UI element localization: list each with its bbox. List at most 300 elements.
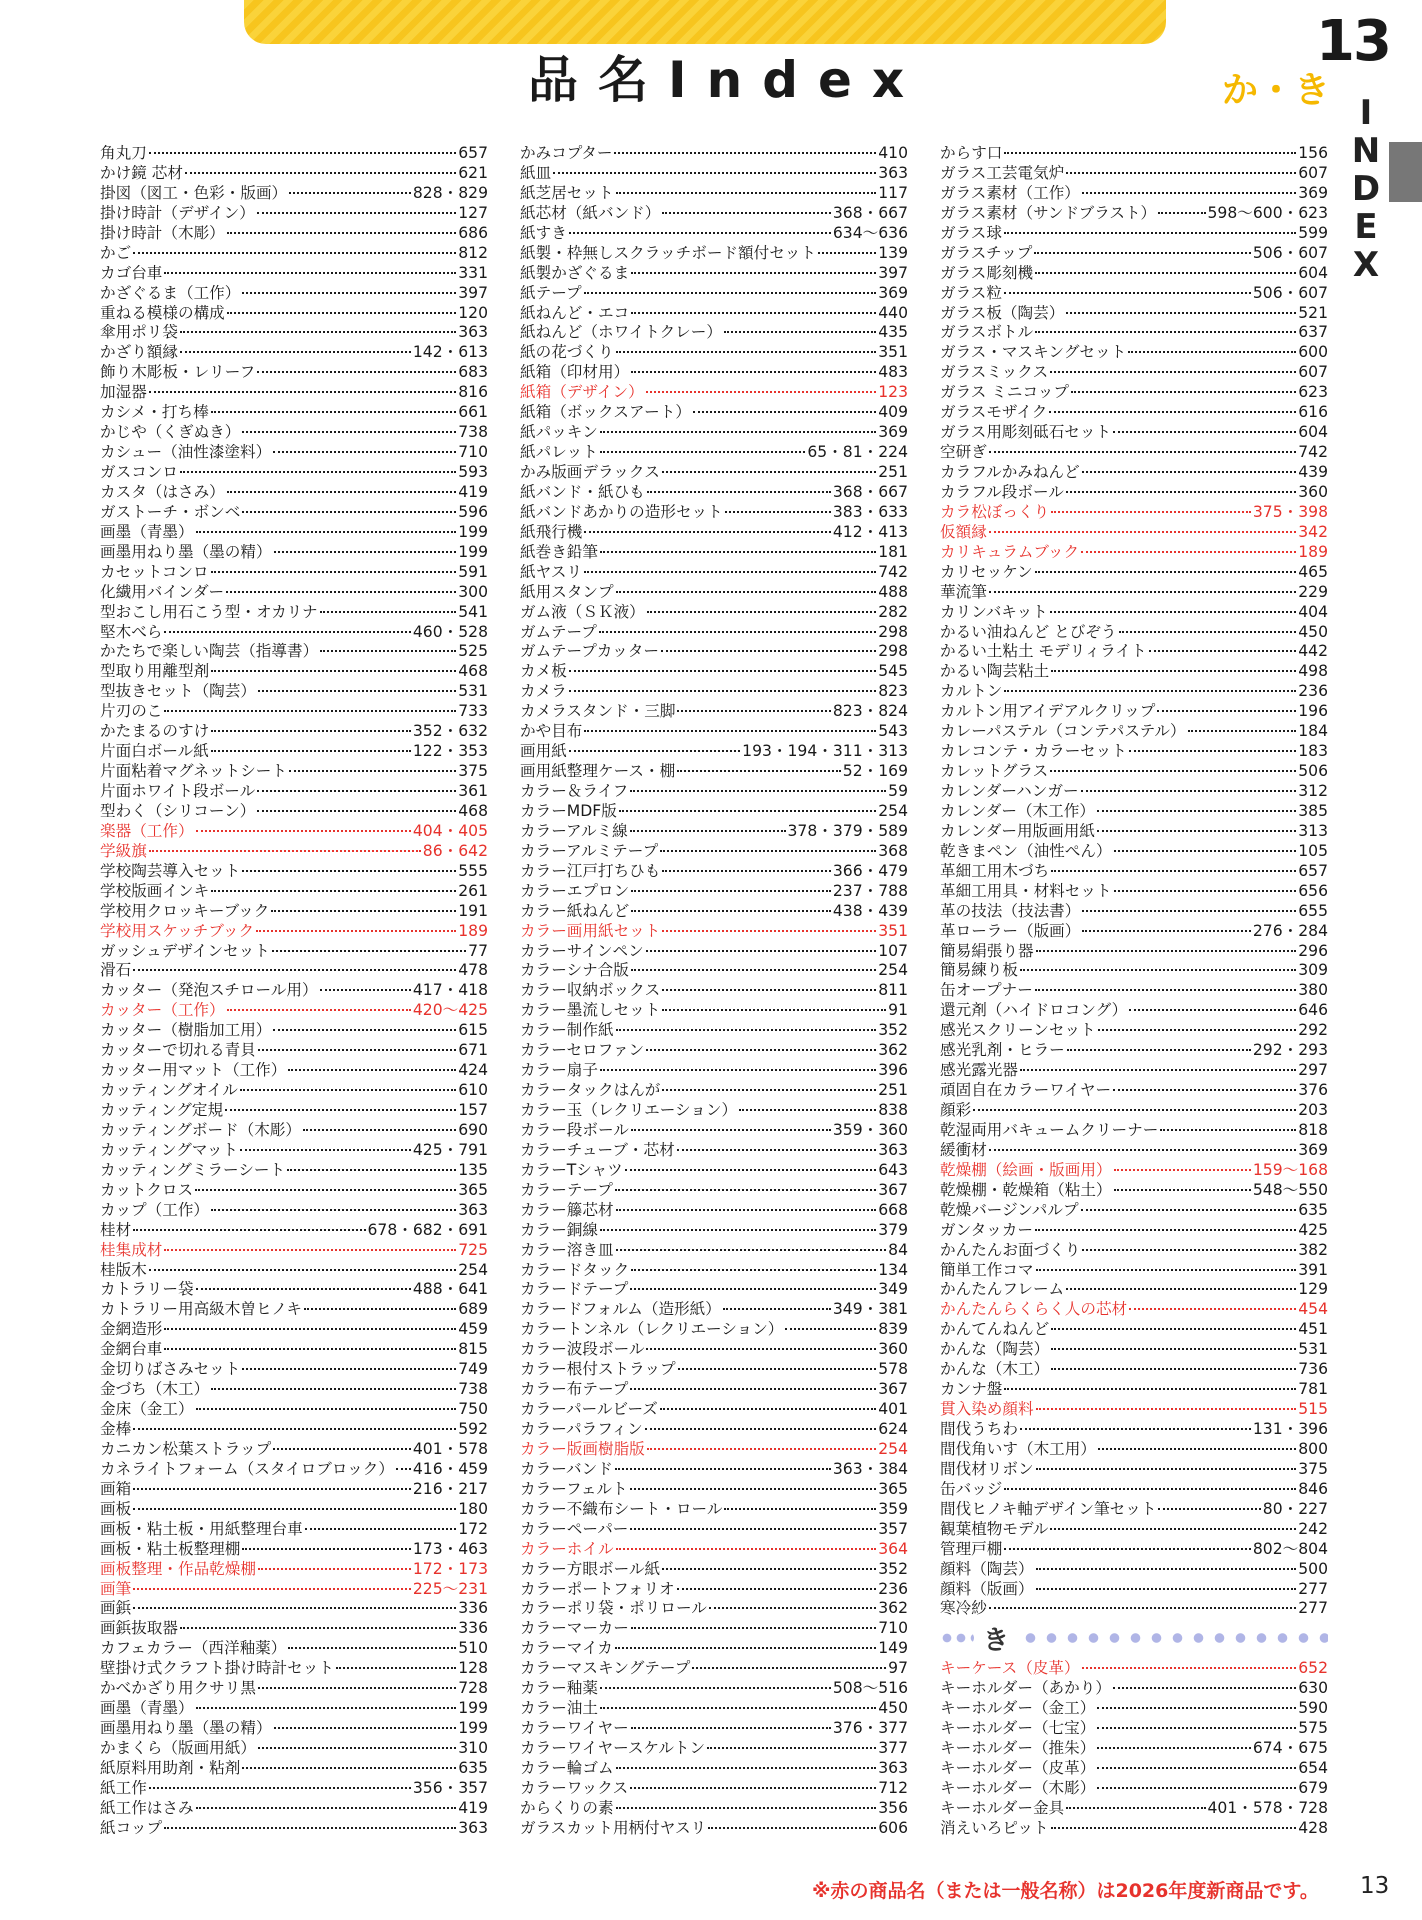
dot-leader: [240, 1148, 411, 1151]
dot-leader: [1004, 689, 1296, 692]
index-entry: [520, 1719, 908, 1739]
dot-leader: [661, 649, 876, 652]
dot-leader: [226, 590, 456, 593]
index-entry: [520, 403, 908, 423]
dot-leader: [569, 231, 831, 234]
index-entry: [100, 543, 488, 563]
index-entry-new: [940, 1659, 1328, 1679]
entry-page: 127: [458, 203, 488, 222]
index-entry: [940, 1500, 1328, 1520]
dot-leader: [1051, 669, 1296, 672]
index-entry: [940, 443, 1328, 463]
entry-page: 802〜804: [1252, 1539, 1328, 1558]
index-entry: [520, 1699, 908, 1719]
entry-name: カラー版画樹脂版: [520, 1439, 645, 1458]
dot-leader: [662, 869, 831, 872]
entry-name: 乾燥棚（絵画・版画用）: [940, 1160, 1112, 1179]
dot-leader: [1066, 311, 1296, 314]
footer-note: ※赤の商品名（または一般名称）は2026年度新商品です。: [812, 1880, 1319, 1902]
index-entry: [940, 403, 1328, 423]
index-entry: [100, 1540, 488, 1560]
entry-page: 382: [1298, 1240, 1328, 1259]
index-entry: [520, 343, 908, 363]
entry-page: 590: [1298, 1699, 1328, 1718]
dot-leader: [989, 1148, 1296, 1151]
index-entry: [520, 523, 908, 543]
entry-page: 635: [458, 1758, 488, 1777]
index-entry: [100, 682, 488, 702]
entry-page: 117: [878, 183, 908, 202]
index-entry: [940, 204, 1328, 224]
entry-page: 616: [1298, 403, 1328, 422]
dot-leader: [1119, 630, 1297, 633]
index-entry: [520, 1161, 908, 1181]
entry-page: 643: [878, 1160, 908, 1179]
entry-name: 片面白ボール紙: [100, 742, 209, 761]
index-entry: [940, 1420, 1328, 1440]
entry-name: 型わく（シリコーン）: [100, 801, 256, 820]
entry-name: カラータックはんが: [520, 1081, 661, 1100]
index-entry: [940, 463, 1328, 483]
dot-leader: [1035, 271, 1296, 274]
index-entry: [520, 1261, 908, 1281]
entry-name: 画筆: [100, 1579, 132, 1598]
index-entry: [520, 1779, 908, 1799]
entry-name: 缶オープナー: [940, 981, 1033, 1000]
entry-page: 451: [1298, 1320, 1328, 1339]
entry-page: 690: [458, 1120, 488, 1139]
entry-page: 610: [458, 1081, 488, 1100]
entry-name: カラー不織布シート・ロール: [520, 1499, 723, 1518]
dot-leader: [1114, 1188, 1251, 1191]
dot-leader: [149, 1786, 411, 1789]
entry-name: 乾きまペン（油性ぺん）: [940, 841, 1112, 860]
entry-name: 片刃のこ: [100, 702, 163, 721]
index-entry: [520, 902, 908, 922]
entry-name: カラーサインペン: [520, 941, 644, 960]
entry-name: 間伐うちわ: [940, 1420, 1018, 1438]
dot-leader: [1081, 789, 1297, 792]
index-entry: [520, 682, 908, 702]
entry-page: 59: [888, 782, 908, 800]
dot-leader: [274, 1726, 457, 1729]
entry-name: カラ松ぼっくり: [940, 502, 1050, 521]
entry-page: 607: [1298, 163, 1328, 182]
index-entry: [940, 1280, 1328, 1300]
index-letter: X: [1352, 245, 1380, 285]
entry-name: 還元剤（ハイドロコング）: [940, 1001, 1128, 1020]
dot-leader: [1066, 1287, 1296, 1290]
dot-leader: [1097, 1786, 1296, 1789]
entry-page: 199: [458, 522, 488, 541]
entry-page: 800: [1298, 1439, 1328, 1458]
index-entry: [520, 363, 908, 383]
section-kana-label: き: [982, 1625, 1009, 1656]
entry-page: 199: [458, 1699, 488, 1718]
entry-name: キーホルダー金具: [940, 1798, 1065, 1817]
entry-name: カラー制作紙: [520, 1021, 614, 1040]
index-entry: [100, 642, 488, 662]
dot-leader: [584, 530, 830, 533]
entry-page: 376・377: [832, 1719, 908, 1738]
index-entry: [940, 742, 1328, 762]
entry-name: カラーワイヤー: [520, 1719, 629, 1738]
dot-leader: [1034, 251, 1251, 254]
entry-page: 725: [458, 1240, 488, 1259]
entry-name: カットクロス: [100, 1180, 194, 1199]
entry-page: 236: [878, 1579, 908, 1598]
index-entry: [100, 343, 488, 363]
index-entry: [520, 1799, 908, 1819]
entry-name: 紙用スタンプ: [520, 582, 614, 601]
entry-name: カラー画用紙セット: [520, 921, 661, 940]
index-entry: [940, 1460, 1328, 1480]
index-entry: [520, 244, 908, 264]
index-entry: [940, 682, 1328, 702]
dot-leader: [615, 1188, 876, 1191]
entry-name: ガラス ミニコップ: [940, 383, 1069, 402]
entry-page: 623: [1298, 383, 1328, 402]
entry-page: 365: [878, 1479, 908, 1498]
entry-page: 157: [458, 1101, 488, 1119]
entry-name: カラフル段ボール: [940, 482, 1064, 501]
entry-name: カッター（樹脂加工用）: [100, 1021, 272, 1040]
entry-page: 203: [1298, 1101, 1328, 1119]
index-entry: [940, 902, 1328, 922]
dot-leader: [258, 1686, 456, 1689]
dot-leader: [630, 1786, 876, 1789]
dot-leader: [600, 1068, 876, 1071]
entry-name: カラーワイヤースケルトン: [520, 1739, 706, 1757]
entry-name: カラートンネル（レクリエーション）: [520, 1320, 784, 1339]
dot-leader: [1082, 929, 1251, 932]
dot-leader: [149, 151, 456, 154]
index-entry: [100, 762, 488, 782]
dot-leader: [1004, 1487, 1296, 1490]
dot-leader: [616, 1208, 877, 1211]
index-entry: [100, 1420, 488, 1440]
entry-name: かるい土粘土 モデリィライト: [940, 642, 1147, 661]
entry-name: カラー玉（レクリエーション）: [520, 1101, 738, 1119]
entry-name: 画鋲抜取器: [100, 1619, 178, 1638]
entry-page: 276・284: [1252, 921, 1328, 940]
dot-leader: [1128, 350, 1296, 353]
entry-page: 630: [1298, 1679, 1328, 1698]
entry-page: 254: [878, 961, 908, 980]
index-entry: [100, 1261, 488, 1281]
entry-page: 359: [878, 1499, 908, 1518]
entry-name: カレーパステル（コンテパステル）: [940, 722, 1186, 741]
index-entry: [940, 822, 1328, 842]
entry-name: 感光乳剤・ヒラー: [940, 1041, 1065, 1060]
index-entry: [520, 1580, 908, 1600]
entry-page: 401: [878, 1400, 908, 1419]
entry-name: カシメ・打ち棒: [100, 403, 209, 422]
dot-leader: [631, 1626, 876, 1629]
index-entry: [520, 184, 908, 204]
entry-page: 396: [878, 1061, 908, 1080]
dot-leader: [242, 869, 456, 872]
dot-leader: [196, 829, 411, 832]
index-entry: [100, 902, 488, 922]
entry-name: 金切りばさみセット: [100, 1360, 241, 1379]
dot-leader: [256, 929, 456, 932]
entry-page: 593: [458, 463, 488, 481]
entry-page: 654: [1298, 1759, 1328, 1778]
dot-leader: [1113, 1088, 1296, 1091]
entry-page: 199: [458, 1719, 488, 1738]
entry-page: 229: [1298, 582, 1328, 601]
dot-leader: [1129, 1307, 1296, 1310]
dot-leader: [600, 1686, 831, 1689]
entry-page: 296: [1298, 941, 1328, 960]
entry-page: 425: [1298, 1220, 1328, 1239]
entry-name: カトラリー用高級木曽ヒノキ: [100, 1300, 302, 1319]
entry-page: 236: [1298, 682, 1328, 701]
index-entry: [940, 1081, 1328, 1101]
dot-leader: [724, 330, 876, 333]
index-entry: [100, 782, 488, 802]
index-entry: [940, 922, 1328, 942]
index-entry: [940, 603, 1328, 623]
entry-name: ガラス板（陶芸）: [940, 303, 1065, 322]
entry-page: 419: [458, 1798, 488, 1817]
entry-name: かんてんねんど: [940, 1320, 1050, 1339]
index-entry: [520, 503, 908, 523]
entry-page: 710: [458, 443, 488, 462]
entry-name: カレットグラス: [940, 762, 1049, 781]
dot-leader: [1081, 550, 1296, 553]
dot-leader: [1051, 1327, 1296, 1330]
entry-name: カラーアルミ線: [520, 821, 628, 840]
dot-leader: [631, 968, 876, 971]
entry-page: 189: [458, 921, 488, 940]
entry-name: 角丸刀: [100, 144, 147, 162]
entry-name: かるい陶芸粘土: [940, 662, 1050, 681]
entry-name: カレンダー用版画用紙: [940, 821, 1095, 840]
entry-name: 紙飛行機: [520, 522, 583, 541]
entry-page: 506: [1298, 762, 1328, 781]
entry-name: 紙ねんど（ホワイトクレー）: [520, 323, 722, 342]
dot-leader: [1004, 151, 1296, 154]
entry-page: 521: [1298, 303, 1328, 322]
dot-leader: [1097, 1726, 1296, 1729]
index-entry: [940, 1719, 1328, 1739]
dot-leader: [646, 390, 877, 393]
index-entry: [940, 722, 1328, 742]
dot-leader: [164, 1327, 456, 1330]
entry-name: カラーMDF版: [520, 801, 617, 820]
entry-page: 686: [458, 223, 488, 242]
entry-page: 621: [458, 163, 488, 182]
entry-name: 華流筆: [940, 582, 987, 601]
entry-name: かじや（くぎぬき）: [100, 423, 241, 442]
entry-page: 356・357: [412, 1778, 488, 1797]
dot-leader: [660, 849, 876, 852]
entry-name: 画鋲: [100, 1599, 132, 1618]
entry-name: 貫入染め顔料: [940, 1400, 1034, 1419]
dot-leader: [196, 1706, 457, 1709]
entry-name: カラー江戸打ちひも: [520, 861, 661, 880]
entry-name: 顔料（版画）: [940, 1579, 1034, 1598]
dot-leader: [133, 1228, 365, 1231]
entry-page: 417・418: [412, 981, 488, 1000]
dot-leader: [1036, 1567, 1297, 1570]
entry-name: カラー段ボール: [520, 1120, 629, 1139]
dot-leader: [616, 1248, 887, 1251]
entry-name: 乾燥バージンパルプ: [940, 1200, 1079, 1219]
entry-page: 367: [878, 1380, 908, 1399]
entry-name: ガラスカット用柄付ヤスリ: [520, 1818, 707, 1837]
dot-leader: [1158, 1507, 1260, 1510]
index-entry: [100, 1081, 488, 1101]
index-entry: [100, 662, 488, 682]
entry-name: 掛け時計（デザイン）: [100, 203, 255, 222]
dot-leader: [600, 450, 806, 453]
entry-page: 592: [458, 1420, 488, 1438]
entry-page: 671: [458, 1041, 488, 1060]
index-column-3: [940, 144, 1328, 1839]
entry-page: 122・353: [412, 742, 488, 761]
dot-leader: [1035, 988, 1296, 991]
index-entry: [940, 423, 1328, 443]
index-entry: [100, 1021, 488, 1041]
entry-page: 661: [458, 403, 488, 422]
entry-page: 181: [878, 542, 908, 561]
dot-leader: [180, 330, 456, 333]
entry-name: からくりの素: [520, 1798, 614, 1817]
entry-name: 紙パッキン: [520, 423, 598, 442]
entry-name: カッター（工作）: [100, 1001, 225, 1020]
dot-leader: [1082, 191, 1296, 194]
dot-leader: [616, 1766, 877, 1769]
entry-name: 重ねる模様の構成: [100, 303, 225, 322]
index-entry: [100, 583, 488, 603]
index-entry: [940, 1699, 1328, 1719]
entry-page: 77: [468, 941, 488, 960]
entry-page: 823: [878, 682, 908, 701]
entry-name: カッティングマット: [100, 1140, 239, 1159]
entry-name: かんたんお面づくり: [940, 1240, 1081, 1259]
index-column-2: [520, 144, 908, 1839]
index-entry: [520, 1141, 908, 1161]
entry-name: カラーチューブ・芯材: [520, 1140, 675, 1159]
index-entry: [100, 1639, 488, 1659]
index-entry: [100, 1440, 488, 1460]
dot-leader: [1113, 430, 1296, 433]
dot-leader: [242, 430, 456, 433]
dot-leader: [273, 1447, 411, 1450]
index-entry: [940, 942, 1328, 962]
page-number: 13: [1360, 1873, 1390, 1899]
entry-page: 555: [458, 861, 488, 880]
entry-name: カラー波段ボール: [520, 1340, 645, 1359]
dot-leader: [211, 410, 457, 413]
entry-name: 掛図（図工・色彩・版画）: [100, 183, 288, 202]
entry-name: カリセッケン: [940, 562, 1033, 581]
entry-page: 652: [1298, 1659, 1328, 1678]
entry-name: 学校用スケッチブック: [100, 921, 255, 940]
index-entry: [100, 144, 488, 164]
entry-page: 362: [878, 1599, 908, 1618]
dot-leader: [647, 610, 876, 613]
entry-page: 465: [1298, 562, 1328, 581]
entry-page: 357: [878, 1519, 908, 1538]
entry-name: カンナ盤: [940, 1380, 1003, 1399]
entry-name: 紙パレット: [520, 443, 598, 462]
entry-page: 738: [458, 423, 488, 442]
index-entry: [520, 463, 908, 483]
index-entry: [100, 1360, 488, 1380]
entry-page: 369: [1298, 183, 1328, 202]
entry-page: 678・682・691: [367, 1220, 488, 1239]
entry-name: カラー収納ボックス: [520, 981, 661, 1000]
entry-page: 123: [878, 383, 908, 402]
entry-page: 298: [878, 642, 908, 661]
entry-page: 363: [458, 1200, 488, 1219]
dot-leader: [164, 271, 456, 274]
index-entry: [100, 802, 488, 822]
entry-page: 216・217: [412, 1479, 488, 1498]
dot-leader: [164, 709, 456, 712]
entry-name: カラーマイカ: [520, 1639, 613, 1658]
entry-name: カラー紙ねんど: [520, 901, 630, 920]
index-entry: [520, 284, 908, 304]
dot-leader: [989, 530, 1296, 533]
entry-page: 438・439: [832, 901, 908, 920]
dot-leader: [662, 1088, 876, 1091]
index-entry: [940, 623, 1328, 643]
entry-page: 818: [1298, 1120, 1328, 1139]
dot-leader: [288, 1068, 456, 1071]
index-entry: [100, 1061, 488, 1081]
entry-page: 439: [1298, 463, 1328, 481]
entry-name: カラーTシャツ: [520, 1160, 623, 1179]
entry-page: 599: [1298, 223, 1328, 242]
dot-leader: [288, 1646, 456, 1649]
index-entry: [520, 802, 908, 822]
dot-leader: [662, 988, 876, 991]
index-entry: [940, 1181, 1328, 1201]
entry-page: 363: [878, 1140, 908, 1159]
dot-leader: [227, 1008, 411, 1011]
entry-page: 712: [878, 1778, 908, 1797]
entry-name: かんたんらくらく人の芯材: [940, 1300, 1128, 1319]
index-entry: [940, 563, 1328, 583]
entry-name: カラードテープ: [520, 1280, 629, 1299]
dot-leader: [225, 1108, 456, 1111]
index-entry: [520, 1340, 908, 1360]
index-entry-new: [940, 1300, 1328, 1320]
dot-leader: [180, 470, 456, 473]
dot-leader: [133, 1507, 456, 1510]
dot-leader: [1157, 709, 1296, 712]
index-entry-new: [100, 922, 488, 942]
dot-leader: [1020, 1427, 1251, 1430]
dot-leader: [1114, 889, 1297, 892]
dot-leader: [304, 1307, 456, 1310]
entry-name: 紙コップ: [100, 1818, 163, 1837]
index-entry: [520, 1121, 908, 1141]
index-entry: [100, 184, 488, 204]
index-entry: [520, 961, 908, 981]
entry-name: 金床（金工）: [100, 1400, 194, 1419]
entry-page: 424: [458, 1061, 488, 1080]
dot-leader: [133, 1587, 411, 1590]
entry-name: 間伐ヒノキ軸デザイン筆セット: [940, 1499, 1157, 1518]
index-entry: [520, 1001, 908, 1021]
entry-page: 425・791: [412, 1140, 488, 1159]
